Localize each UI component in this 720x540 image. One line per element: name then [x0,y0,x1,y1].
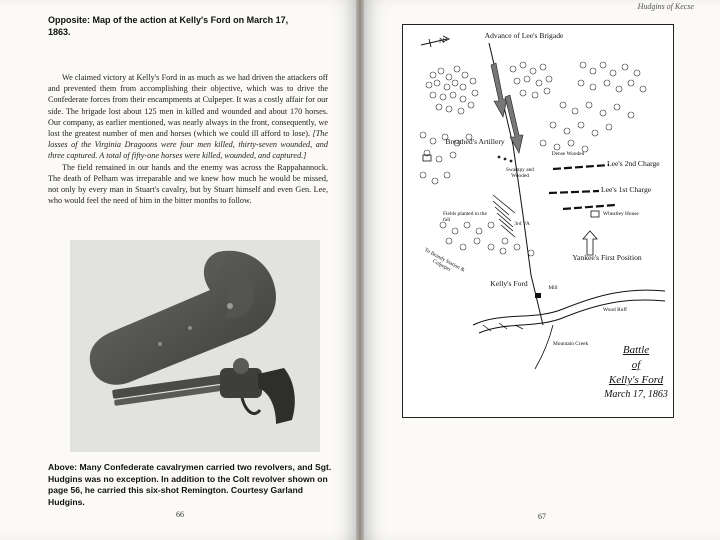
label-breathed: Breathed's Artillery [445,137,505,146]
label-wood-ruff: Wood Ruff [603,307,627,313]
label-wheatley-house: Wheatley House [603,211,639,217]
map-title-block [591,343,681,402]
map-date: March 17, 1863 [604,389,668,400]
label-3rd-va: 3rd VA [514,221,530,227]
label-lees-2nd-charge: Lee's 2nd Charge [607,159,660,168]
woods-north-west [426,66,478,114]
battle-map [402,24,674,418]
artillery-markers [498,156,513,163]
mountain-creek-line [535,325,553,369]
map-title-line-3: Kelly's Ford [608,374,664,386]
label-culpeper: To Brandy Station & Culpeper [423,247,466,274]
page-number-right: 67 [538,512,546,521]
yankee-position-arrow [583,231,597,255]
label-mountain-creek: Mountain Creek [553,341,589,347]
fields-hatch [493,195,515,237]
paragraph-1-text: We claimed victory at Kelly's Ford in as much as we had driven the attackers off and prevented them from accomplishing their objective, which was to drive the Confederate forces from their encampments at Culpeper. It was a costly affair for our side. The brigade lost about 125 men in killed and wounded and about 170 horses. Our company, as earlier mentioned, was nearly always in the front, consequently, we lost the greatest number of men and horses (which we could ill afford to lose). [48,73,328,139]
label-advance: Advance of Lee's Brigade [484,31,564,40]
map-title-line-1: Battle [622,344,650,356]
map-caption: Opposite: Map of the action at Kelly's Ford on March 17, 1863. [48,15,289,37]
photo-caption: Above: Many Confederate cavalrymen carried two revolvers, and Sgt. Hudgins was no exception. In addition to the Colt revolver shown on page 56, he carried this six-shot Remington. Courtesy Garland Hudgins. [48,462,332,507]
revolver-photo [70,240,320,452]
label-dense-woods: Dense Wooded [551,151,585,157]
body-text [48,72,328,206]
label-mill: Mill [548,285,558,291]
paragraph-1 [48,72,328,162]
label-yankee-position: Yankee's First Position [572,253,642,262]
page-number-left: 66 [176,510,184,519]
gutter [356,0,364,540]
woods-north-center [510,62,552,98]
label-lees-1st-charge: Lee's 1st Charge [601,185,652,194]
label-fields: Fields planted in the fall [443,211,487,223]
paragraph-1-italic: [The losses of the Virginia Dragoons were four men killed, thirty-seven wounded, and three captured. A total of fifty-one horses were killed, wounded, and captured.] [48,129,328,161]
revolver-illustration [70,240,320,452]
wheatley-house-icon [591,211,599,217]
label-swampy: Swampy and Wooded [506,167,534,179]
woods-east [540,62,646,152]
north-arrow [421,36,449,47]
map-title-line-2: of [631,359,641,371]
woods-south [440,222,534,256]
paragraph-2: The field remained in our hands and the enemy was across the Rappahannock. The death of Pelham was irreparable and we knew how much he would be missed, not only by every man in Stuart's cavalry, but by Stuart himself and even Gen. Lee, who would feel the need of him in the bitter months to follow. [48,162,328,206]
north-label: N [439,36,445,45]
label-kellys-ford: Kelly's Ford [490,279,528,288]
running-head: Hudgins of Kecse [637,2,694,11]
mill-icon [535,293,541,298]
